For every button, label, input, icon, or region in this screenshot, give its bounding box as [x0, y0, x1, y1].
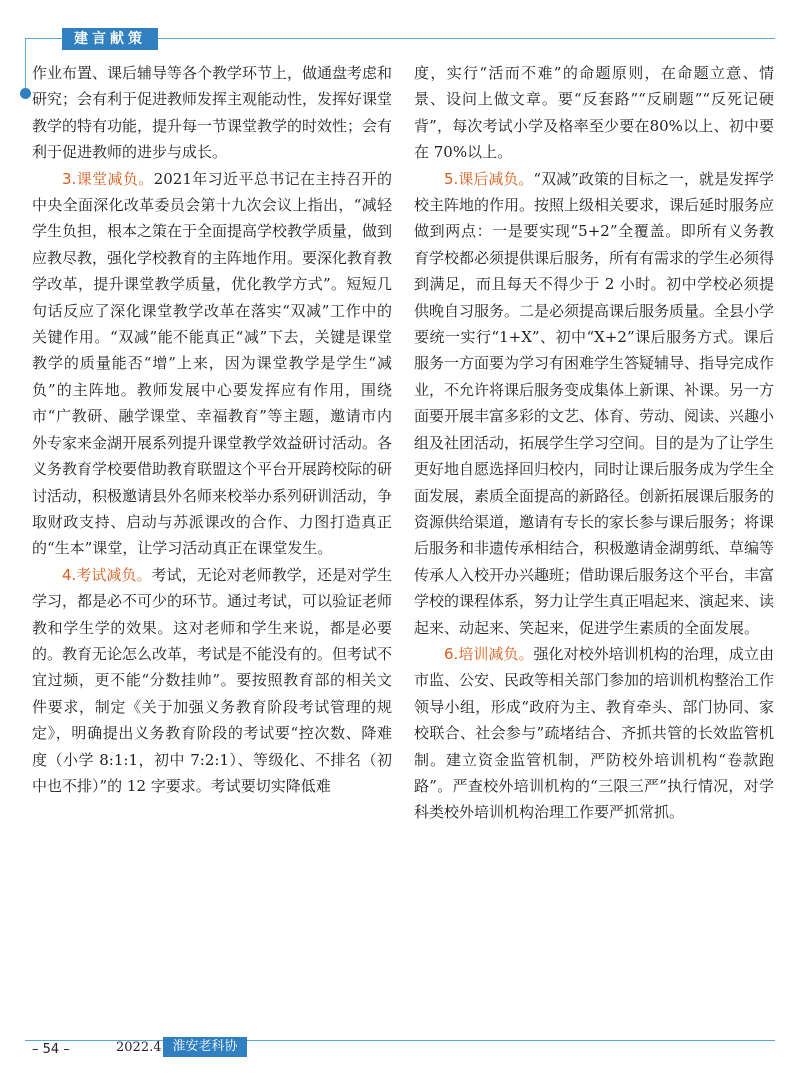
- right-paragraph-3: 6.培训减负。强化对校外培训机构的治理，成立由市监、公安、民政等相关部门参加的培训机构整治工作领导小组，形成“政府为主、教育牵头、部门协同、家校联合、社会参与”疏堵结合、齐抓共管的长效监管机制。建立资金监管机制，严防校外培训机构“卷款跑路”。严查校外培训机构的“三限三严”执行情况，对学科类校外培训机构治理工作要严抓常抓。: [414, 644, 775, 822]
- header-dot-icon: [20, 88, 31, 99]
- section-heading-5: 5.课后减负。: [444, 169, 534, 188]
- header-vertical-rule: [25, 38, 26, 93]
- section-tag: 建言献策: [62, 28, 158, 50]
- left-paragraph-1: 作业布置、课后辅导等各个教学环节上，做通盘考虑和研究；会有利于促进教师发挥主观能动性，发挥好课堂教学的特有功能，提升每一节课堂教学的时效性；会有利于促进教师的进步与成长。: [32, 64, 393, 162]
- right-column: [414, 60, 774, 826]
- right-paragraph-1: 度，实行“活而不难”的命题原则，在命题立意、情景、设问上做文章。要“反套路”“反刷题”“反死记硬背”，每次考试小学及格率至少要在80%以上、初中要在 70%以上。: [414, 64, 774, 162]
- left-paragraph-2: 3.课堂减负。2021年习近平总书记在主持召开的中央全面深化改革委员会第十九次会议上指出，“减轻学生负担，根本之策在于全面提高学校教学质量，做到应教尽教，强化学校教育的主阵地作用。要深化教育教学改革，提升课堂教学质量，优化教学方式”。短短几句话反应了深化课堂教学改革在落实“双减”工作中的关键作用。“双减”能不能真正“减”下去，关键是课堂教学的质量能否“增”上来，因为课堂教学是学生“减负”的主阵地。教师发展中心要发挥应有作用，围绕市“广教研、融学课堂、幸福教育”等主题，邀请市内外专家来金湖开展系列提升课堂教学效益研讨活动。各义务教育学校要借助教育联盟这个平台开展跨校际的研讨活动，积极邀请县外名师来校举办系列研训活动，争取财政支持、启动与苏派课改的合作、力图打造真正的“生本”课堂，让学习活动真正在课堂发生。: [32, 169, 393, 558]
- left-paragraph-3: 4.考试减负。考试，无论对老师教学，还是对学生学习，都是必不可少的环节。通过考试，可以验证老师教和学生学的效果。这对老师和学生来说，都是必要的。教育无论怎么改革，考试是不能没有的。但考试不宜过频，更不能“分数挂帅”。要按照教育部的相关文件要求，制定《关于加强义务教育阶段考试管理的规定》，明确提出义务教育阶段的考试要“控次数、降难度（小学 8:1:1，初中 7:2:1）、等级化、不排名（初中也不排）”的 12 字要求。考试要切实降低难: [32, 565, 393, 795]
- page-number: – 54 –: [32, 1042, 70, 1057]
- left-column: [32, 60, 392, 799]
- section-heading-3: 3.课堂减负。: [62, 169, 154, 188]
- section-heading-6: 6.培训减负。: [444, 644, 534, 663]
- issue-number: 2022.4: [116, 1040, 162, 1055]
- section-heading-4: 4.考试减负。: [62, 565, 152, 584]
- journal-name: 淮安老科协: [163, 1037, 247, 1057]
- right-paragraph-2: 5.课后减负。“双减”政策的目标之一，就是发挥学校主阵地的作用。按照上级相关要求，课后延时服务应做到两点：一是要实现“5+2”全覆盖。即所有义务教育学校都必须提供课后服务，所有有需求的学生必须得到满足，而且每天不得少于 2 小时。初中学校必须提供晚自习服务。二是必须提高课后服务质量。全县小学要统一实行“1+X”、初中“X+2”课后服务方式。课后服务一方面要为学习有困难学生答疑辅导、指导完成作业，不允许将课后服务变成集体上新课、补课。另一方面要开展丰富多彩的文艺、体育、劳动、阅读、兴趣小组及社团活动，拓展学生学习空间。目的是为了让学生更好地自愿选择回归校内，同时让课后服务成为学生全面发展，素质全面提高的新路径。创新拓展课后服务的资源供给渠道，邀请有专长的家长参与课后服务；将课后服务和非遗传承相结合，积极邀请金湖剪纸、草编等传承人入校开办兴趣班；借助课后服务这个平台，丰富学校的课程体系，努力让学生真正唱起来、演起来、读起来、动起来、笑起来，促进学生素质的全面发展。: [414, 169, 775, 637]
